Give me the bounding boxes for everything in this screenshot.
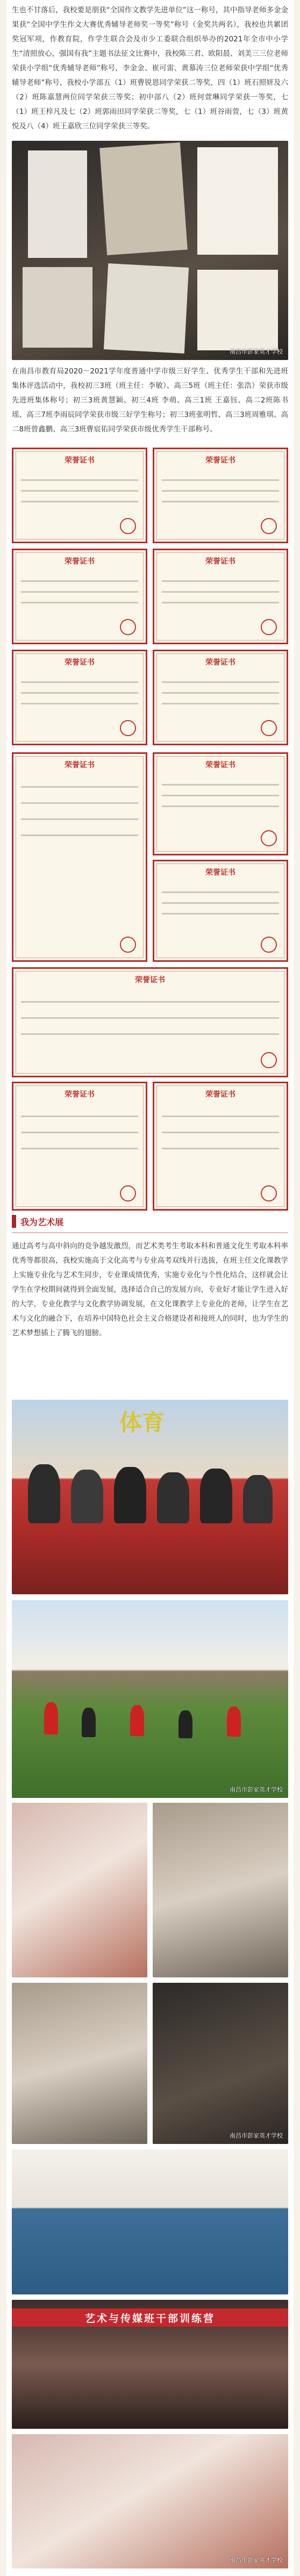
training-banner (12, 2308, 288, 2327)
certificate-frame (197, 147, 278, 255)
dance-photo (12, 1803, 147, 1977)
certificate-frame (99, 142, 188, 255)
honor-certificate (153, 860, 288, 962)
certificate-frame (104, 263, 189, 354)
seal-icon (120, 619, 136, 635)
art-class-photo (153, 1803, 288, 1977)
honor-certificate (12, 448, 147, 543)
photo-chip-text: 体育 (119, 1409, 165, 1436)
honor-certificate (12, 1082, 147, 1211)
seal-icon (120, 1185, 136, 1201)
honor-certificate (153, 752, 288, 855)
studio-photo (153, 1983, 288, 2144)
intro-paragraph: 生也不甘落后，我校要是朋获“全国作文教学先进单位”这一称号，其中指导老师多金金果获“全国中学生作文大赛优秀辅导老师奖一等奖”称号（金奖共两名），我校也共累团奖冠军项，作教育院，作学生联合会及市少工委联合组织举办的2021年全市中小学生“清照放心，强国有我”主题书法征文比赛中，我校陈三君、欧阳晨、刘美三三位老师荣获小学组“优秀辅导老师”称号，李金金、崔可雷、黄慕涛三位老师荣获中学组“优秀辅导老师”称号，我校小学部五（1）班曹锐恩同学荣获二等奖，四（1）班石照妍及六（2）班陈嘉慧两位同学荣获三等奖；初中部八（2）班何萱琳同学荣获一等奖，七（1）班王梓凡及七（2）班郭雨田同学荣获二等奖，七（1）班谷雨萱，七（3）班黄悦及八（4）班王嘉欣三位同学荣获三等奖。 (12, 6, 288, 131)
seal-icon (120, 937, 136, 953)
certificate-title: 荣誉证书 (65, 1090, 95, 1099)
honor-certificate (12, 752, 147, 962)
watermark: 南昌市彭家英才学校 (230, 2132, 283, 2139)
certificate-frame (23, 267, 92, 348)
section-header (12, 1212, 63, 1231)
seal-icon (261, 518, 277, 534)
art-paragraph: 通过高考与高中斜向的竞争越发激烈，而艺术类考生考取本科和普通文化生考取本科率优秀等都很高，我校实施高于文化高考与专业高考双线并行选拔，在班主任文化课教学上实施专业化与艺术生同步，专业课成绩优秀，实施专业化与个性化结合，这样就会让学生在学校期间就得到全面发展，选择适合自己的发展方向，专业好才能让学生进入好的大学，专业化教学与文化教学协调发展，在文化课教学上专业化的老师，让学生在艺术与文化的融合下，在培养中国特色社会主义合格建设者和接班人的同时，也为学生的艺术梦想插上了腾飞的翅膀。 (12, 1242, 288, 1337)
certificate-title: 荣誉证书 (205, 1090, 235, 1099)
certificate-title: 荣誉证书 (135, 976, 165, 984)
certificate-title: 荣誉证书 (65, 456, 95, 465)
section-title: 我为艺术展 (20, 1218, 64, 1227)
certificate-title: 荣誉证书 (205, 761, 235, 769)
trophy-plaque (28, 150, 87, 258)
watermark: 南昌市彭家英才学校 (230, 348, 283, 355)
honor-certificate (153, 448, 288, 543)
training-camp-photo (12, 2300, 288, 2429)
classroom-photo (12, 2149, 288, 2294)
honor-certificate (153, 650, 288, 745)
honor-certificate (12, 549, 147, 644)
certificate-title: 荣誉证书 (205, 658, 235, 667)
banner-text: 艺术与传媒班干部训练营 (84, 2312, 215, 2325)
certificate-title: 荣誉证书 (65, 658, 95, 667)
awards-photo (12, 141, 288, 360)
honor-certificate (153, 549, 288, 644)
seal-icon (120, 720, 136, 736)
certificate-title: 荣誉证书 (65, 761, 95, 769)
seal-icon (261, 937, 277, 953)
seal-icon (261, 1052, 277, 1068)
awards-caption: 在南昌市教育局2020－2021学年度普通中学市级三好学生、优秀学生干部和先进班集体评选活动中，我校初三3班（班主任：李敏）、高三5班（班主任：张浩）荣获市级先进班集体称号；初三3班黄慧颖、初三4班 李萌、高三1班 王嘉钰、高二2班陈书瑶、高三7班李雨辰同学荣获市级三好学生称号；初三3班张明哲、高三3班周雅琪、高二8班曾鑫鹏、高三3班曹宸佑同学荣获市级优秀学生干部称号。 (12, 367, 288, 434)
honor-certificate (12, 650, 147, 745)
seal-icon (261, 720, 277, 736)
painting-class-photo (12, 1983, 147, 2144)
field-photo (12, 1600, 288, 1798)
seal-icon (261, 830, 277, 846)
section-divider (12, 1232, 288, 1233)
certificate-frame (197, 270, 278, 350)
sports-training-photo (12, 1400, 288, 1594)
group-photo (12, 2434, 288, 2568)
section-marker (12, 1215, 16, 1228)
certificate-title: 荣誉证书 (205, 456, 235, 465)
watermark: 南昌市彭家英才学校 (230, 1786, 283, 1793)
seal-icon (261, 1185, 277, 1201)
seal-icon (120, 518, 136, 534)
honor-certificate (12, 967, 288, 1077)
seal-icon (261, 619, 277, 635)
certificate-title: 荣誉证书 (205, 868, 235, 877)
watermark: 南昌市彭家英才学校 (230, 2557, 283, 2564)
certificate-title: 荣誉证书 (205, 557, 235, 566)
honor-certificate (153, 1082, 288, 1211)
certificate-title: 荣誉证书 (65, 557, 95, 566)
